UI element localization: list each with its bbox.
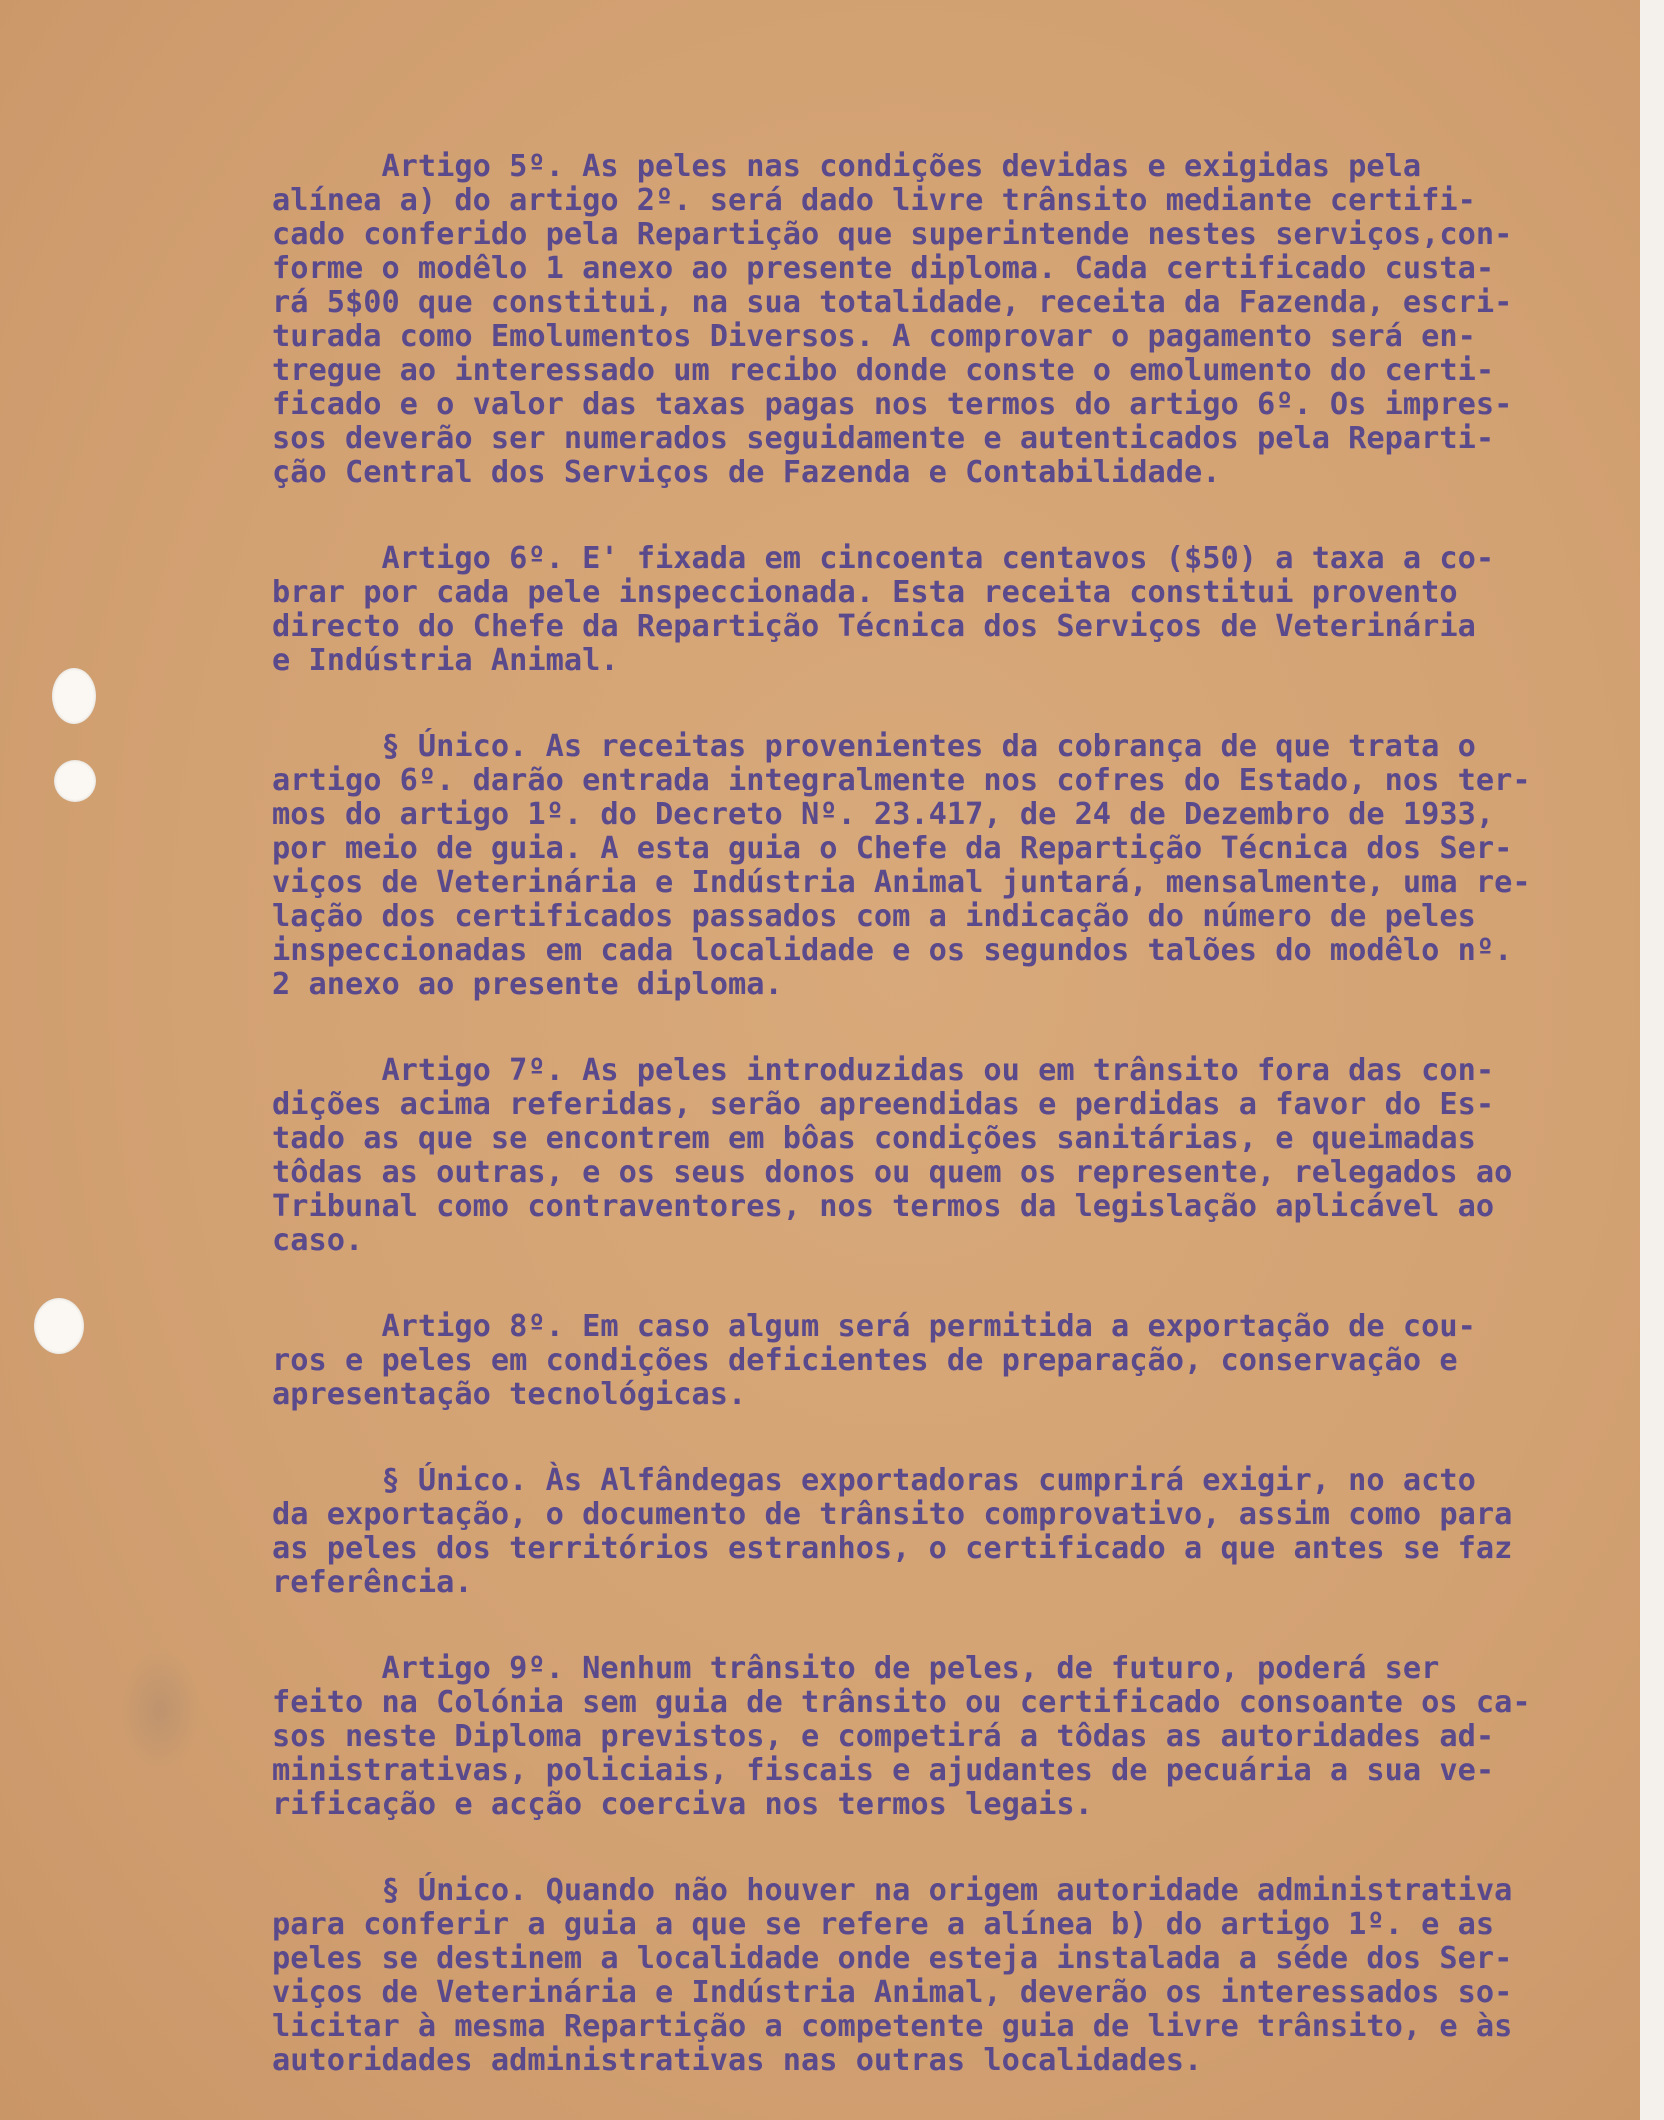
paragraph — [272, 1874, 1632, 2078]
text-line: da exportação, o documento de trânsito comprovativo, assim como para — [272, 1497, 1513, 1532]
text-line: as peles dos territórios estranhos, o certificado a que antes se faz — [272, 1531, 1513, 1566]
text-line: Artigo 5º. As peles nas condições devidas e exigidas pela — [272, 149, 1422, 184]
paragraph — [272, 730, 1632, 1002]
text-line: referência. — [272, 1565, 473, 1600]
paper-stain — [120, 1650, 200, 1770]
document-body — [272, 150, 1632, 2120]
text-line: sos deverão ser numerados seguidamente e autenticados pela Reparti- — [272, 421, 1495, 456]
text-line: 2 anexo ao presente diploma. — [272, 967, 783, 1002]
text-line: § Único. As receitas provenientes da cobrança de que trata o — [272, 729, 1476, 764]
punch-hole-middle — [54, 760, 96, 802]
text-line: forme o modêlo 1 anexo ao presente diploma. Cada certificado custa- — [272, 251, 1495, 286]
text-line: rificação e acção coerciva nos termos legais. — [272, 1787, 1093, 1822]
paragraph — [272, 1310, 1632, 1412]
text-line: Artigo 8º. Em caso algum será permitida a exportação de cou- — [272, 1309, 1476, 1344]
text-line: directo do Chefe da Repartição Técnica dos Serviços de Veterinária — [272, 609, 1476, 644]
paragraph — [272, 150, 1632, 490]
text-line: ção Central dos Serviços de Fazenda e Contabilidade. — [272, 455, 1221, 490]
text-line: alínea a) do artigo 2º. será dado livre trânsito mediante certifi- — [272, 183, 1476, 218]
text-line: artigo 6º. darão entrada integralmente nos cofres do Estado, nos ter- — [272, 763, 1531, 798]
paragraph — [272, 1054, 1632, 1258]
scan-background-edge — [1640, 0, 1664, 2120]
text-line: § Único. Às Alfândegas exportadoras cumprirá exigir, no acto — [272, 1463, 1476, 1498]
text-line: inspeccionadas em cada localidade e os segundos talões do modêlo nº. — [272, 933, 1513, 968]
text-line: autoridades administrativas nas outras localidades. — [272, 2043, 1203, 2078]
text-line: sos neste Diploma previstos, e competirá a tôdas as autoridades ad- — [272, 1719, 1495, 1754]
text-line: tregue ao interessado um recibo donde conste o emolumento do certi- — [272, 353, 1495, 388]
text-line: turada como Emolumentos Diversos. A comprovar o pagamento será en- — [272, 319, 1476, 354]
text-line: mos do artigo 1º. do Decreto Nº. 23.417, de 24 de Dezembro de 1933, — [272, 797, 1495, 832]
punch-hole-bottom — [34, 1298, 84, 1354]
text-line: apresentação tecnológicas. — [272, 1377, 747, 1412]
text-line: e Indústria Animal. — [272, 643, 619, 678]
text-line: brar por cada pele inspeccionada. Esta receita constitui provento — [272, 575, 1458, 610]
text-line: peles se destinem a localidade onde esteja instalada a séde dos Ser- — [272, 1941, 1513, 1976]
text-line: licitar à mesma Repartição a competente guia de livre trânsito, e às — [272, 2009, 1513, 2044]
text-line: Tribunal como contraventores, nos termos da legislação aplicável ao — [272, 1189, 1495, 1224]
text-line: § Único. Quando não houver na origem autoridade administrativa — [272, 1873, 1513, 1908]
text-line: Artigo 7º. As peles introduzidas ou em trânsito fora das con- — [272, 1053, 1495, 1088]
punch-hole-top — [52, 668, 96, 724]
text-line: tôdas as outras, e os seus donos ou quem os represente, relegados ao — [272, 1155, 1513, 1190]
paragraph — [272, 1464, 1632, 1600]
text-line: ros e peles em condições deficientes de preparação, conservação e — [272, 1343, 1458, 1378]
text-line: para conferir a guia a que se refere a alínea b) do artigo 1º. e as — [272, 1907, 1495, 1942]
text-line: feito na Colónia sem guia de trânsito ou certificado consoante os ca- — [272, 1685, 1531, 1720]
paragraph — [272, 542, 1632, 678]
text-line: viços de Veterinária e Indústria Animal, deverão os interessados so- — [272, 1975, 1513, 2010]
text-line: ministrativas, policiais, fiscais e ajudantes de pecuária a sua ve- — [272, 1753, 1495, 1788]
text-line: ficado e o valor das taxas pagas nos termos do artigo 6º. Os impres- — [272, 387, 1513, 422]
text-line: lação dos certificados passados com a indicação do número de peles — [272, 899, 1476, 934]
text-line: cado conferido pela Repartição que superintende nestes serviços,con- — [272, 217, 1513, 252]
paragraph — [272, 1652, 1632, 1822]
text-line: tado as que se encontrem em bôas condições sanitárias, e queimadas — [272, 1121, 1476, 1156]
text-line: viços de Veterinária e Indústria Animal juntará, mensalmente, uma re- — [272, 865, 1531, 900]
text-line: Artigo 9º. Nenhum trânsito de peles, de futuro, poderá ser — [272, 1651, 1440, 1686]
text-line: rá 5$00 que constitui, na sua totalidade, receita da Fazenda, escri- — [272, 285, 1513, 320]
text-line: caso. — [272, 1223, 364, 1258]
text-line: dições acima referidas, serão apreendidas e perdidas a favor do Es- — [272, 1087, 1495, 1122]
text-line: Artigo 6º. E' fixada em cincoenta centavos ($50) a taxa a co- — [272, 541, 1495, 576]
text-line: por meio de guia. A esta guia o Chefe da Repartição Técnica dos Ser- — [272, 831, 1513, 866]
